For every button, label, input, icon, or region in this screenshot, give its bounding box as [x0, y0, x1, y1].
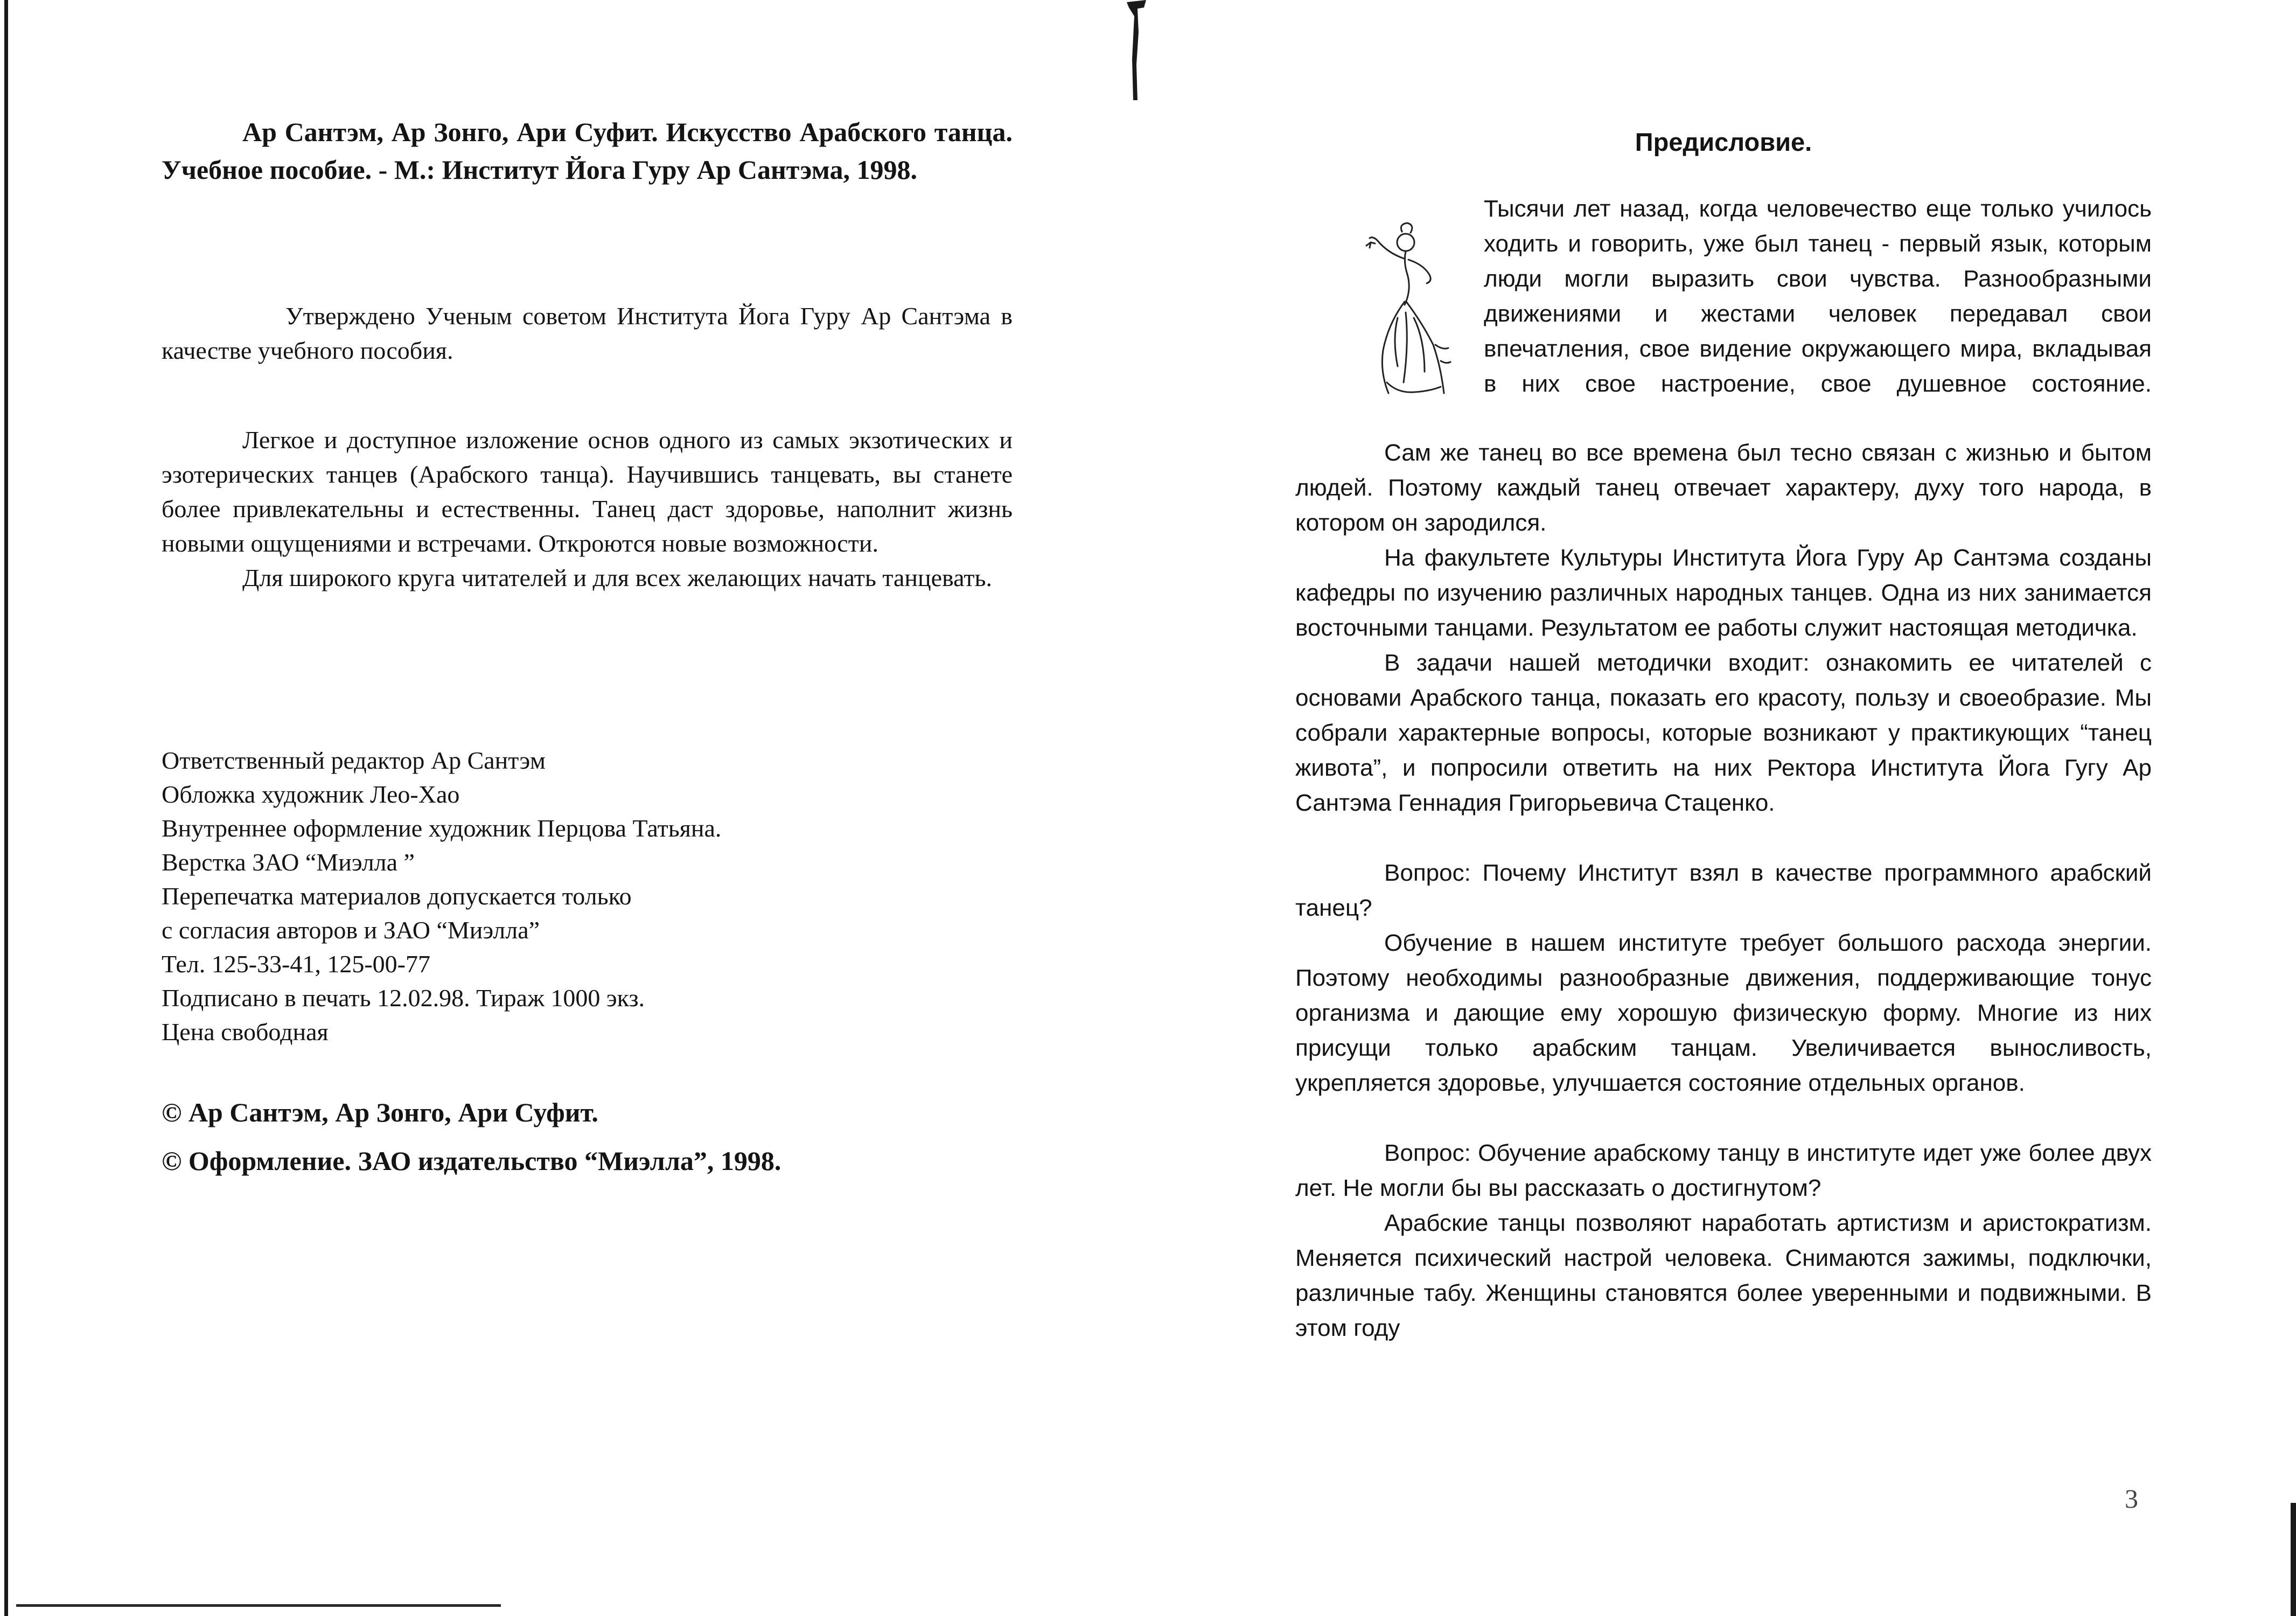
- credits-line: Перепечатка материалов допускается только: [162, 882, 632, 910]
- credits-line: Тел. 125-33-41, 125-00-77: [162, 950, 430, 978]
- abstract-paragraph: Для широкого круга читателей и для всех желающих начать танцевать.: [242, 564, 992, 591]
- question-paragraph: Вопрос: Почему Институт взял в качестве программного арабский танец?: [1295, 860, 2152, 921]
- credits-line: Внутреннее оформление художник Перцова Татьяна.: [162, 814, 722, 842]
- credits-list: [162, 743, 1013, 1049]
- body-paragraph: Сам же танец во все времена был тесно связан с жизнью и бытом людей. Поэтому каждый танец отвечает характеру, духу того народа, в котором он зародился.: [1295, 440, 2152, 536]
- credits-line: с согласия авторов и ЗАО “Миэлла”: [162, 916, 540, 944]
- approval-note: Утверждено Ученым советом Института Йога Гуру Ар Сантэма в качестве учебного пособия.: [162, 302, 1013, 364]
- scan-edge-left: [4, 0, 8, 1616]
- credits-line: Ответственный редактор Ар Сантэм: [162, 747, 546, 774]
- credits-line: Обложка художник Лео-Хао: [162, 781, 460, 808]
- right-page: [1295, 0, 2152, 1616]
- page-number: 3: [2125, 1483, 2138, 1514]
- left-page: [162, 0, 1013, 1616]
- answer-paragraph: Арабские танцы позволяют наработать артистизм и аристократизм. Меняется психический настрой человека. Снимаются зажимы, подключки, различные табу. Женщины становятся более уверенными и подвижными. В этом году: [1295, 1210, 2152, 1341]
- dancer-illustration: [1355, 221, 1457, 404]
- bibliographic-entry: Ар Сантэм, Ар Зонго, Ари Суфит. Искусство Арабского танца. Учебное пособие. - М.: Институт Йога Гуру Ар Сантэма, 1998.: [162, 117, 1013, 185]
- credits-line: Подписано в печать 12.02.98. Тираж 1000 экз.: [162, 984, 645, 1012]
- question-paragraph: Вопрос: Обучение арабскому танцу в институте идет уже более двух лет. Не могли бы вы рассказать о достигнутом?: [1295, 1140, 2152, 1201]
- binding-fold-mark: [1126, 0, 1147, 102]
- credits-line: Верстка ЗАО “Миэлла ”: [162, 848, 415, 876]
- credits-line: Цена свободная: [162, 1018, 329, 1046]
- intro-paragraph: Тысячи лет назад, когда человечество еще только училось ходить и говорить, уже был танец - первый язык, которым люди могли выразить свои чувства. Разнообразными движениями и жестами человек передавал свои впечатления, свое видение окружающего мира, вкладывая в них свое настроение, свое душевное состояние.: [1484, 196, 2152, 397]
- abstract: [162, 423, 1013, 595]
- abstract-paragraph: Легкое и доступное изложение основ одного из самых экзотических и эзотерических танцев (Арабского танца). Научившись танцевать, вы станете более привлекательны и естественны. Танец даст здоровье, наполнит жизнь новыми ощущениями и встречами. Откроются новые возможности.: [162, 426, 1013, 557]
- scan-edge-right: [2291, 1503, 2296, 1616]
- preface-body: [1295, 435, 2152, 1346]
- copyright-line: © Оформление. ЗАО издательство “Миэлла”, 1998.: [162, 1146, 781, 1176]
- preface-title: Предисловие.: [1635, 128, 1812, 156]
- copyright-line: © Ар Сантэм, Ар Зонго, Ари Суфит.: [162, 1097, 598, 1127]
- body-paragraph: В задачи нашей методички входит: ознакомить ее читателей с основами Арабского танца, показать его красоту, пользу и своеобразие. Мы собрали характерные вопросы, которые возникают у практикующих “танец живота”, и попросили ответить на них Ректора Института Йога Гугу Ар Сантэма Геннадия Григорьевича Стаценко.: [1295, 650, 2152, 816]
- answer-paragraph: Обучение в нашем институте требует большого расхода энергии. Поэтому необходимы разнообразные движения, поддерживающие тонус организма и дающие ему хорошую физическую форму. Многие из них присущи только арабским танцам. Увеличивается выносливость, укрепляется здоровье, улучшается состояние отдельных органов.: [1295, 930, 2152, 1096]
- body-paragraph: На факультете Культуры Института Йога Гуру Ар Сантэма созданы кафедры по изучению различных народных танцев. Одна из них занимается восточными танцами. Результатом ее работы служит настоящая методичка.: [1295, 545, 2152, 641]
- copyright-block: [162, 1088, 1013, 1185]
